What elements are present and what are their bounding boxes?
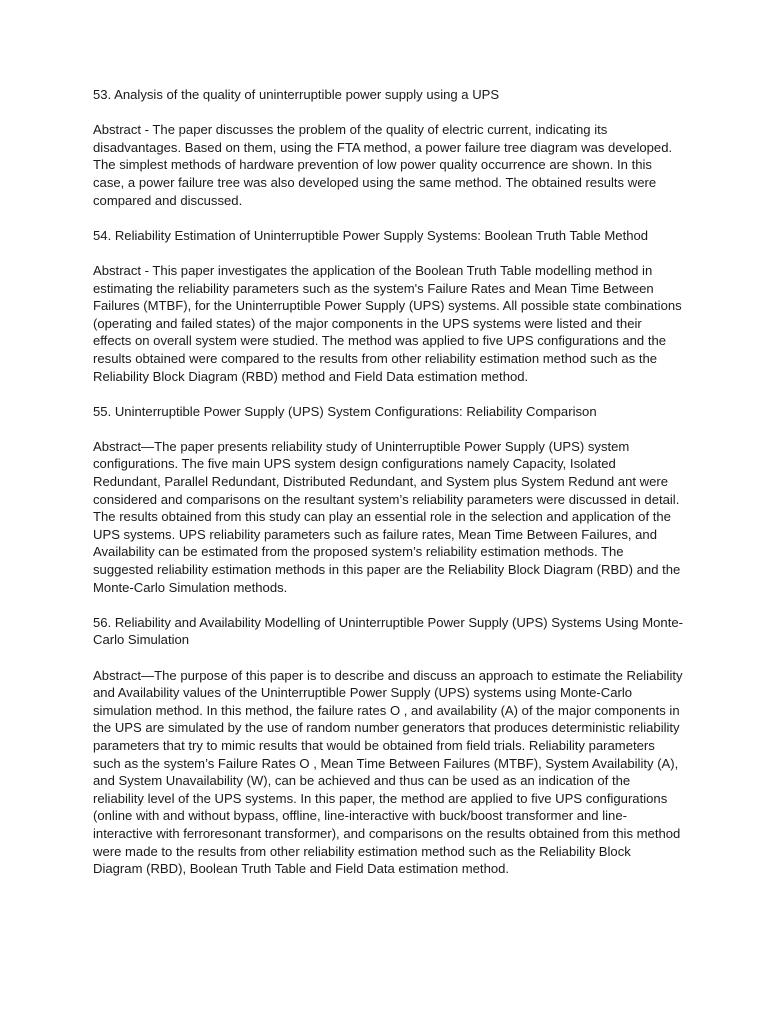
paper-abstract-53: Abstract - The paper discusses the problem of the quality of electric current, indicating its disadvantages. Based on them, using the FTA method, a power failure tree diagram was developed. The simplest methods of hardware prevention of low power quality occurrence are shown. In this case, a power failure tree was also developed using the same method. The obtained results were compared and discussed. (93, 122, 673, 208)
paper-title-56: 56. Reliability and Availability Modelling of Uninterruptible Power Supply (UPS) Systems Using Monte-Carlo Simulation (93, 614, 683, 648)
paper-title-55: 55. Uninterruptible Power Supply (UPS) System Configurations: Reliability Comparison (93, 403, 597, 419)
paper-abstract-54: Abstract - This paper investigates the application of the Boolean Truth Table modelling method in estimating the reliability parameters such as the system's Failure Rates and Mean Time Between Failures (MTBF), for the Uninterruptible Power Supply (UPS) systems. All possible state combinations (operating and failed states) of the major components in the UPS systems were listed and their effects on overall system were studied. The method was applied to five UPS configurations and the results obtained were compared to the results from other reliability estimation method such as the Reliability Block Diagram (RBD) method and Field Data estimation method. (93, 262, 682, 384)
document-page (93, 86, 683, 895)
paper-abstract-56: Abstract—The purpose of this paper is to describe and discuss an approach to estimate the Reliability and Availability values of the Uninterruptible Power Supply (UPS) systems using Monte-Carlo simulation method. In this method, the failure rates O , and availability (A) of the major components in the UPS are simulated by the use of random number generators that produces deterministic reliability parameters that try to mimic results that would be obtained from field trials. Reliability parameters such as the system’s Failure Rates O , Mean Time Between Failures (MTBF), System Availability (A), and System Unavailability (W), can be achieved and thus can be used as an indication of the reliability level of the UPS systems. In this paper, the method are applied to five UPS configurations (online with and without bypass, offline, line-interactive with buck/boost transformer and line-interactive with ferroresonant transformer), and comparisons on the results obtained from this method were made to the results from other reliability estimation method such as the Reliability Block Diagram (RBD), Boolean Truth Table and Field Data estimation method. (93, 667, 683, 877)
paper-abstract-55: Abstract—The paper presents reliability study of Uninterruptible Power Supply (UPS) system configurations. The five main UPS system design configurations namely Capacity, Isolated Redundant, Parallel Redundant, Distributed Redundant, and System plus System Redund ant were considered and comparisons on the resultant system’s reliability parameters were discussed in detail. The results obtained from this study can play an essential role in the selection and application of the UPS systems. UPS reliability parameters such as failure rates, Mean Time Between Failures, and Availability can be estimated from the proposed system’s reliability estimation methods. The suggested reliability estimation methods in this paper are the Reliability Block Diagram (RBD) and the Monte-Carlo Simulation methods. (93, 438, 681, 595)
paper-title-54: 54. Reliability Estimation of Uninterruptible Power Supply Systems: Boolean Truth Table Method (93, 227, 649, 243)
paper-title-53: 53. Analysis of the quality of uninterruptible power supply using a UPS (93, 87, 500, 102)
